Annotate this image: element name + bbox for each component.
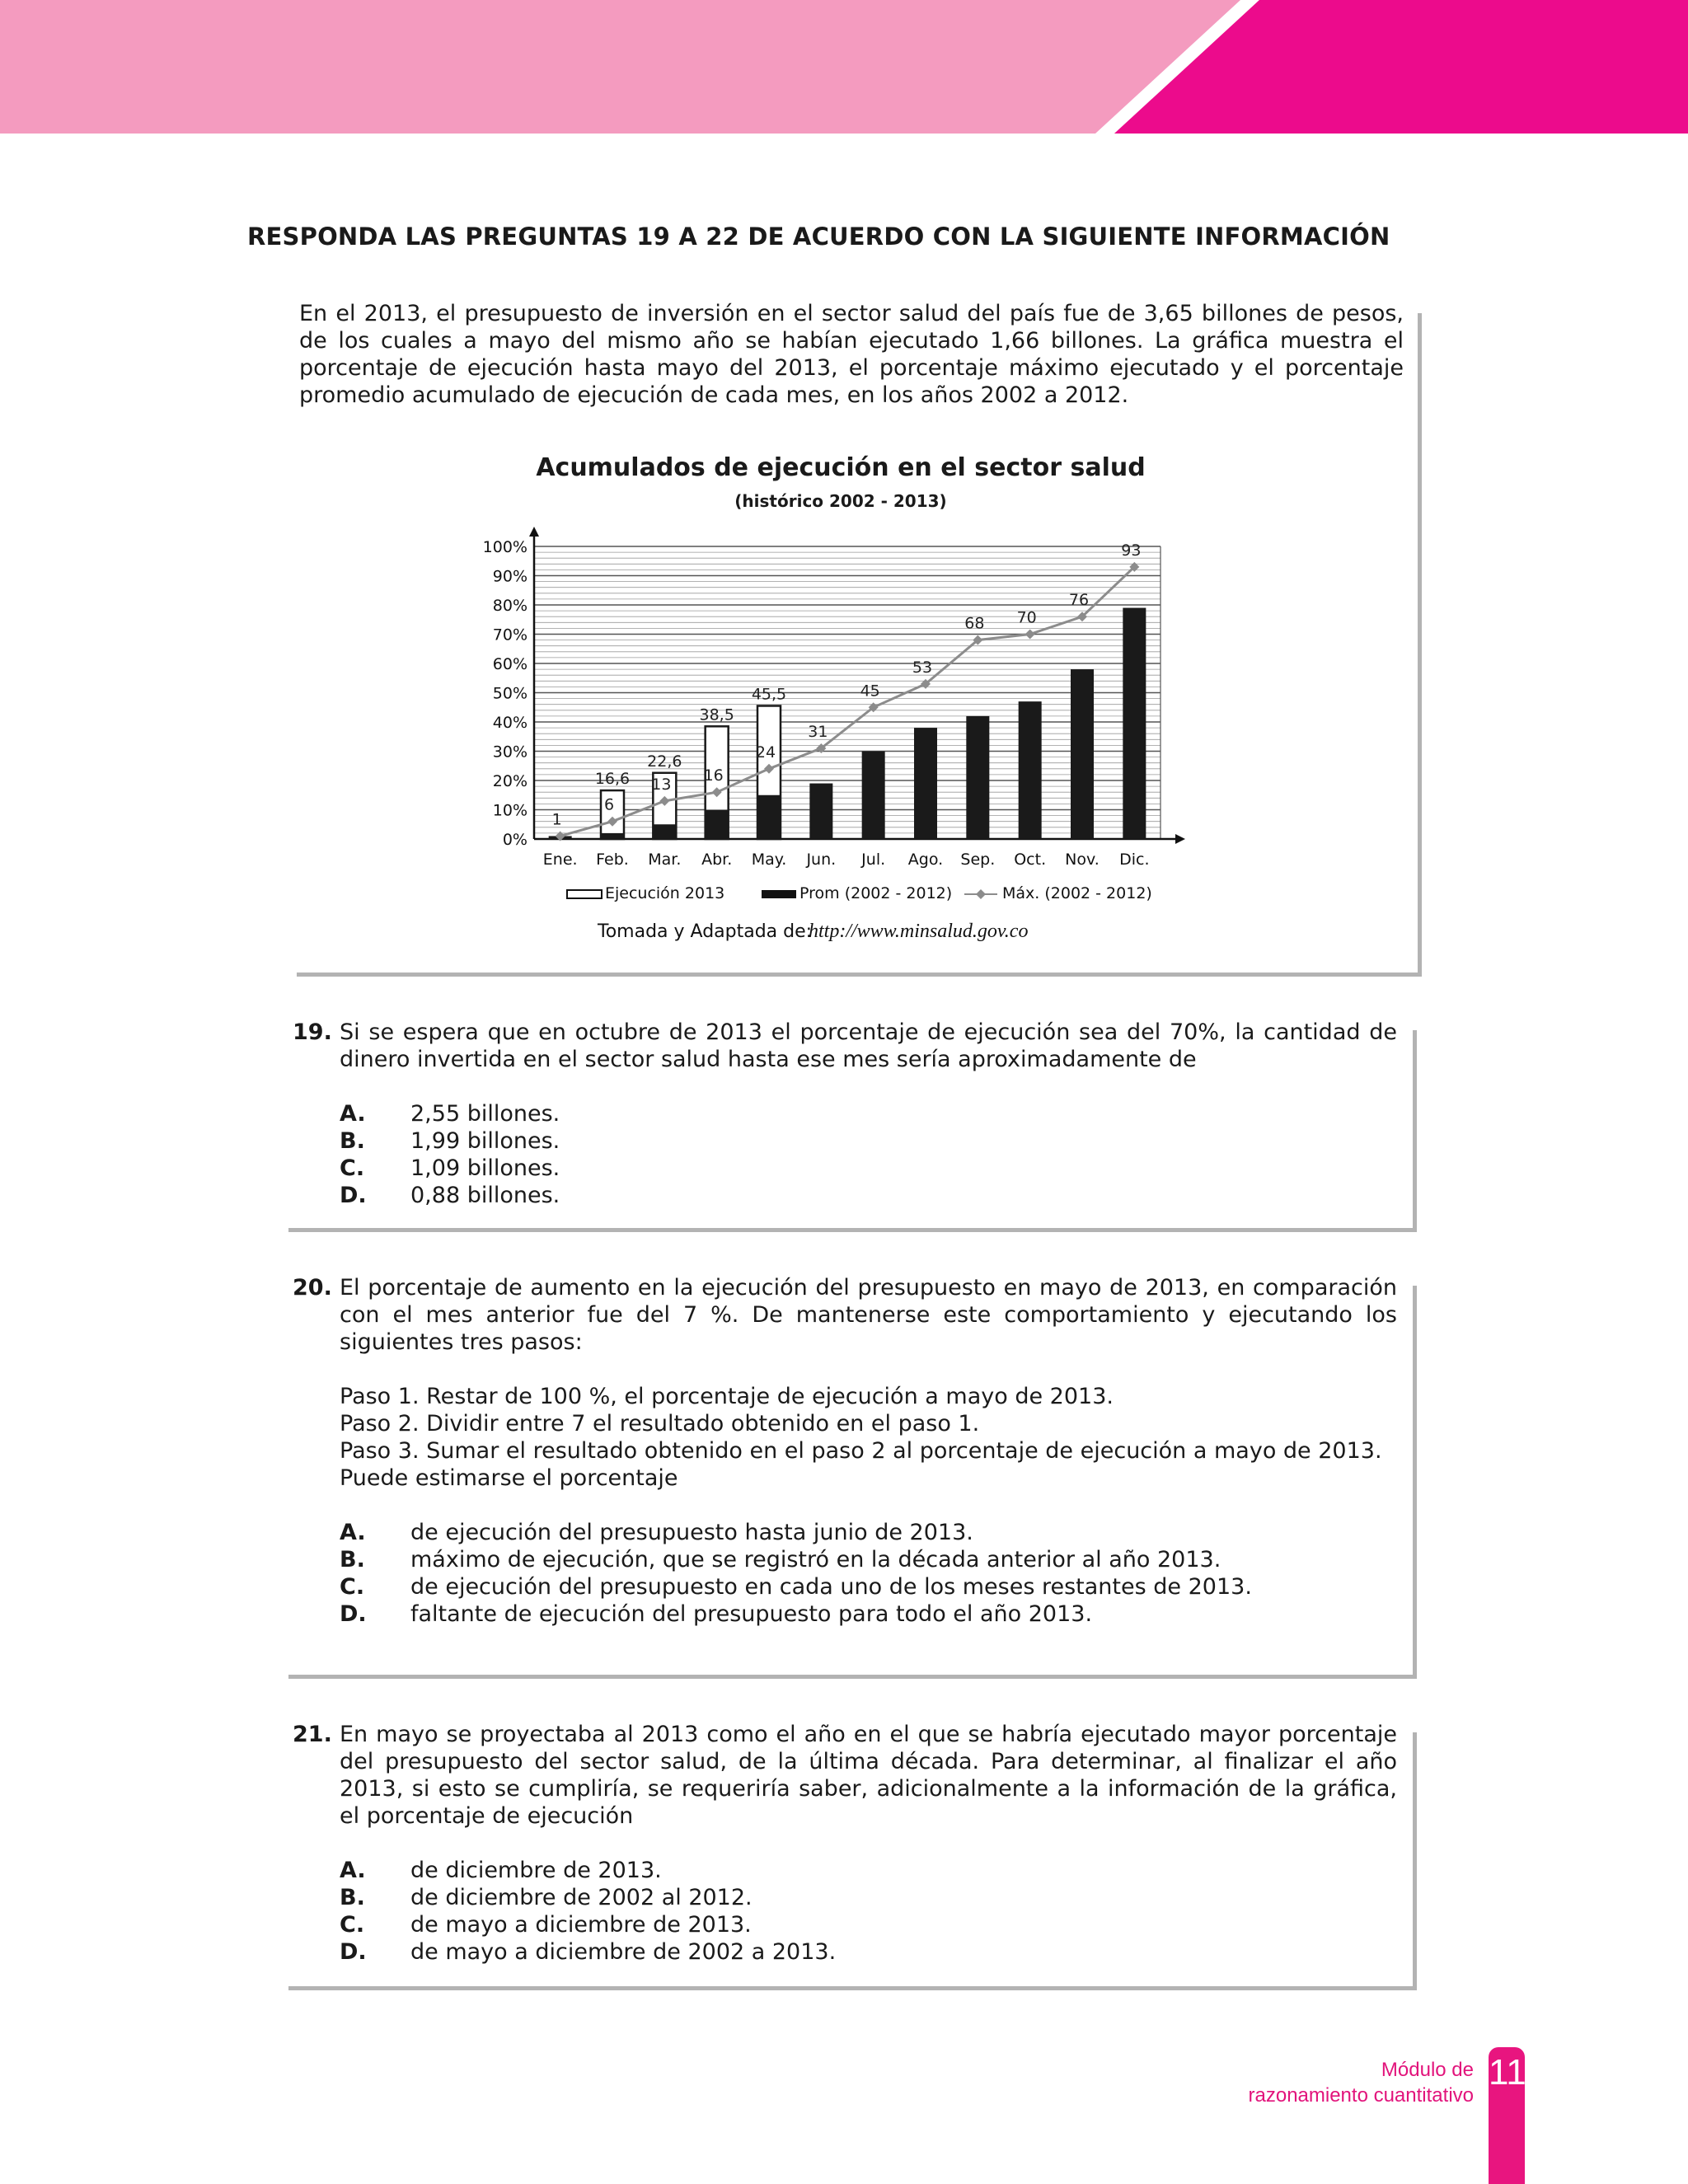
option-c [340, 1155, 1397, 1182]
option-text: de ejecución del presupuesto hasta junio de 2013. [410, 1520, 973, 1545]
chart-svg [445, 445, 1236, 956]
footer-line-1: Módulo de [1381, 2059, 1474, 2081]
bar-prom-2002-2012 [862, 752, 885, 840]
y-tick-label: 10% [492, 801, 528, 820]
option-text: 1,99 billones. [410, 1128, 560, 1154]
line-value-label: 70 [1016, 608, 1037, 627]
x-tick-label: Abr. [701, 851, 733, 869]
page-number: 11 [1489, 2052, 1526, 2093]
option-d [340, 1182, 1397, 1209]
bar-prom-2002-2012 [653, 824, 676, 839]
x-tick-label: Ene. [542, 851, 578, 869]
option-text: de diciembre de 2002 al 2012. [410, 1885, 753, 1910]
section-heading: RESPONDA LAS PREGUNTAS 19 A 22 DE ACUERDO CON LA SIGUIENTE INFORMACIÓN [247, 223, 1390, 251]
bar-value-label: 22,6 [647, 752, 682, 771]
x-tick-label: Feb. [596, 851, 629, 869]
option-text: de mayo a diciembre de 2002 a 2013. [410, 1939, 837, 1965]
option-b [340, 1884, 1397, 1911]
bar-prom-2002-2012 [601, 833, 624, 839]
option-letter: D. [340, 1183, 367, 1208]
footer-module-label [1249, 2057, 1475, 2108]
intro-paragraph: En el 2013, el presupuesto de inversión en el sector salud del país fue de 3,65 billones de pesos, de los cuales a mayo del mismo año se habían ejecutado 1,66 billones. La gráfica muestra el porcentaje de ejecución hasta mayo del 2013, el porcentaje máximo ejecutado y el porcentaje promedio acumulado de ejecución de cada mes, en los años 2002 a 2012. [299, 301, 1404, 408]
question-number: 20. [293, 1275, 332, 1301]
option-text: de diciembre de 2013. [410, 1858, 662, 1883]
y-tick-label: 70% [492, 626, 528, 644]
option-letter: D. [340, 1601, 367, 1627]
x-tick-label: Dic. [1119, 851, 1150, 869]
options-list [340, 1519, 1397, 1628]
option-c [340, 1573, 1397, 1601]
x-tick-label: May. [751, 851, 787, 869]
legend-swatch-max-marker [976, 889, 986, 899]
bar-value-label: 38,5 [699, 705, 734, 724]
y-tick-label: 100% [482, 538, 528, 556]
legend-label-max: Máx. (2002 - 2012) [1002, 884, 1152, 902]
line-value-label: 31 [808, 722, 828, 741]
step-3: Paso 3. Sumar el resultado obtenido en el paso 2 al porcentaje de ejecución a mayo de 2013. [340, 1438, 1382, 1464]
y-tick-label: 30% [492, 743, 528, 762]
bar-prom-2002-2012 [809, 784, 832, 839]
line-value-label: 68 [964, 614, 985, 633]
option-text: 0,88 billones. [410, 1183, 560, 1208]
step-1: Paso 1. Restar de 100 %, el porcentaje de ejecución a mayo de 2013. [340, 1384, 1114, 1409]
page-header-band [0, 0, 1688, 134]
option-text: de mayo a diciembre de 2013. [410, 1912, 752, 1938]
option-letter: B. [340, 1885, 365, 1910]
option-text: faltante de ejecución del presupuesto para todo el año 2013. [410, 1601, 1093, 1627]
legend-label-ejecucion: Ejecución 2013 [605, 884, 725, 902]
option-text: máximo de ejecución, que se registró en la década anterior al año 2013. [410, 1547, 1221, 1572]
option-letter: D. [340, 1939, 367, 1965]
x-tick-label: Sep. [960, 851, 996, 869]
option-letter: B. [340, 1547, 365, 1572]
option-b [340, 1127, 1397, 1155]
y-tick-label: 80% [492, 597, 528, 615]
line-max-2002-2012 [560, 567, 1135, 837]
x-tick-label: Ago. [907, 851, 944, 869]
option-b [340, 1546, 1397, 1573]
option-letter: C. [340, 1574, 365, 1600]
line-value-label: 6 [603, 795, 615, 814]
chart-subtitle: (histórico 2002 - 2013) [734, 491, 947, 511]
steps-list [340, 1383, 1397, 1465]
chart-title: Acumulados de ejecución en el sector salud [536, 453, 1146, 482]
question-stem: En mayo se proyectaba al 2013 como el año en el que se habría ejecutado mayor porcentaje del presupuesto del sector salud, de la última década. Para determinar, al finalizar el año 2013, si esto se cumpliría, se requeriría saber, adicionalmente a la información de la gráfica, el porcentaje de ejecución [340, 1722, 1397, 1829]
x-tick-label: Nov. [1065, 851, 1100, 869]
page-number-tab [1489, 2047, 1525, 2184]
y-tick-label: 60% [492, 655, 528, 673]
line-value-label: 13 [651, 775, 672, 794]
bar-value-label: 16,6 [594, 770, 631, 789]
step-2: Paso 2. Dividir entre 7 el resultado obtenido en el paso 1. [340, 1411, 980, 1436]
option-a [340, 1100, 1397, 1127]
x-tick-label: Mar. [648, 851, 682, 869]
bar-value-label: 45,5 [751, 685, 787, 704]
bar-prom-2002-2012 [1019, 701, 1042, 839]
y-tick-label: 0% [502, 831, 528, 849]
option-letter: A. [340, 1520, 366, 1545]
source-url: http://www.minsalud.gov.co [809, 921, 1029, 942]
option-text: 1,09 billones. [410, 1155, 560, 1181]
option-letter: A. [340, 1101, 366, 1127]
line-value-label: 24 [755, 743, 776, 762]
option-d [340, 1601, 1397, 1628]
legend-swatch-ejecucion [567, 890, 602, 898]
legend-swatch-prom [762, 890, 796, 898]
question-number: 19. [293, 1019, 332, 1045]
x-tick-label: Jun. [806, 851, 837, 869]
bar-prom-2002-2012 [757, 795, 781, 839]
line-point-max [1025, 630, 1035, 640]
footer-line-2: razonamiento cuantitativo [1248, 2084, 1474, 2107]
bar-prom-2002-2012 [706, 810, 729, 840]
question-stem: Si se espera que en octubre de 2013 el porcentaje de ejecución sea del 70%, la cantidad de dinero invertida en el sector salud hasta ese mes sería aproximadamente de [340, 1019, 1397, 1072]
option-letter: C. [340, 1912, 365, 1938]
x-tick-label: Oct. [1014, 851, 1047, 869]
option-a [340, 1519, 1397, 1546]
option-c [340, 1911, 1397, 1938]
option-text: 2,55 billones. [410, 1101, 560, 1127]
question-stem: El porcentaje de aumento en la ejecución del presupuesto en mayo de 2013, en comparación con el mes anterior fue del 7 %. De mantenerse este comportamiento y ejecutando los siguientes tres pasos: [340, 1275, 1397, 1355]
x-tick-label: Jul. [861, 851, 886, 869]
y-tick-label: 40% [492, 714, 528, 732]
question-body [340, 1019, 1397, 1209]
bar-prom-2002-2012 [1071, 669, 1094, 839]
y-tick-label: 90% [492, 567, 528, 586]
option-letter: A. [340, 1858, 366, 1883]
bar-prom-2002-2012 [914, 728, 937, 839]
line-value-label: 93 [1121, 541, 1142, 560]
option-a [340, 1857, 1397, 1884]
line-value-label: 1 [551, 810, 562, 829]
question-stem-continuation: Puede estimarse el porcentaje [340, 1465, 678, 1491]
line-value-label: 16 [703, 766, 724, 785]
bar-prom-2002-2012 [966, 716, 989, 839]
question-body [340, 1274, 1397, 1628]
y-axis-arrow [529, 527, 539, 537]
bar-prom-2002-2012 [1123, 608, 1146, 839]
chart-container [445, 445, 1236, 956]
option-letter: B. [340, 1128, 365, 1154]
question-body [340, 1721, 1397, 1966]
x-axis-arrow [1175, 834, 1185, 844]
question-number: 21. [293, 1722, 332, 1747]
source-label: Tomada y Adaptada de: [598, 921, 813, 942]
option-d [340, 1938, 1397, 1966]
y-tick-label: 50% [492, 684, 528, 703]
option-text: de ejecución del presupuesto en cada uno de los meses restantes de 2013. [410, 1574, 1252, 1600]
y-tick-label: 20% [492, 772, 528, 790]
option-letter: C. [340, 1155, 365, 1181]
line-value-label: 76 [1068, 591, 1090, 610]
line-value-label: 45 [860, 682, 880, 701]
options-list [340, 1857, 1397, 1966]
legend-label-prom: Prom (2002 - 2012) [799, 884, 953, 902]
line-value-label: 53 [912, 658, 933, 677]
options-list [340, 1100, 1397, 1209]
